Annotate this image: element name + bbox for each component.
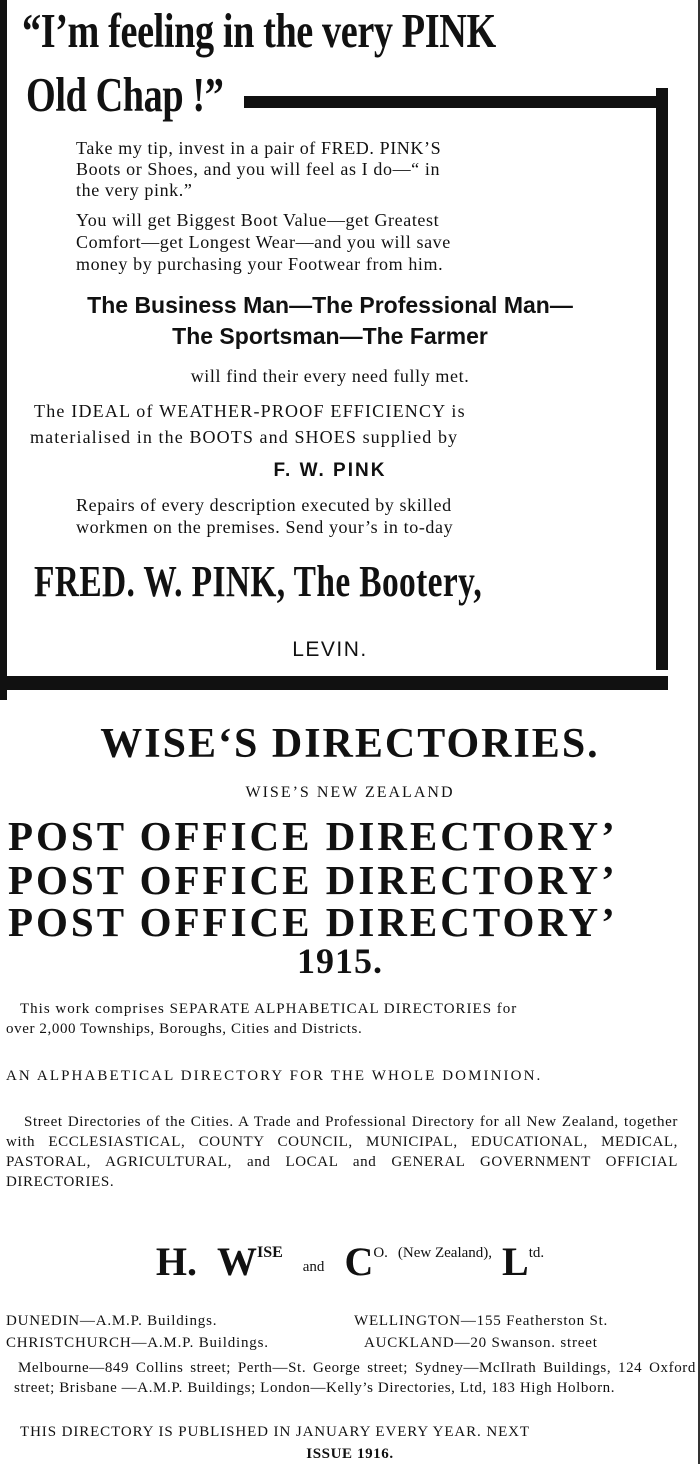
publisher-name — [0, 1238, 700, 1285]
publisher-and: and — [302, 1259, 325, 1275]
publisher-c: C — [344, 1239, 374, 1284]
post-office-directory-line: POST OFFICE DIRECTORY’ — [8, 899, 618, 945]
border-rule-top — [244, 96, 657, 108]
overseas-offices: Melbourne—849 Collins street; Perth—St. George street; Sydney—McIlrath Buildings, 124 Oxford street; Brisbane —A.M.P. Buildings; London—Kelly’s Directories, Ltd, 183 High Holborn. — [14, 1360, 696, 1396]
wise-title: WISE‘S DIRECTORIES. — [100, 721, 600, 767]
published-line-1: THIS DIRECTORY IS PUBLISHED IN JANUARY EVERY YEAR. NEXT — [20, 1424, 530, 1440]
comprises-line-2: over 2,000 Townships, Boroughs, Cities and Districts. — [6, 1021, 363, 1037]
customers-line-1: The Business Man—The Professional Man— — [87, 292, 573, 318]
publisher-ise: ISE — [256, 1244, 283, 1261]
wise-subtitle: WISE’S NEW ZEALAND — [245, 784, 455, 801]
para2-line-1: You will get Biggest Boot Value—get Greatest — [76, 210, 440, 230]
customers-line-2: The Sportsman—The Farmer — [172, 323, 488, 349]
repairs-line-2: workmen on the premises. Send your’s in to-day — [76, 517, 454, 537]
post-office-directory-line: POST OFFICE DIRECTORY’ — [8, 813, 618, 859]
para2-line-3: money by purchasing your Footwear from him. — [76, 254, 444, 274]
shop-town: LEVIN. — [292, 638, 368, 661]
publisher-h: H. — [155, 1239, 197, 1284]
para2-line-2: Comfort—get Longest Wear—and you will save — [76, 232, 451, 252]
para1-line-2: Boots or Shoes, and you will feel as I do—“ in — [76, 159, 441, 179]
publisher-l: L — [502, 1239, 529, 1284]
office-christchurch: CHRISTCHURCH—A.M.P. Buildings. — [6, 1335, 269, 1351]
para1-line-3: the very pink.” — [76, 180, 193, 200]
headline-line-1: “I’m feeling in the very PINK — [22, 3, 496, 58]
post-office-directory-line: POST OFFICE DIRECTORY’ — [8, 857, 618, 903]
directory-year: 1915. — [297, 941, 383, 981]
fw-pink-name: F. W. PINK — [273, 460, 387, 481]
left-column-rule — [0, 0, 7, 700]
publisher-w: W — [216, 1239, 257, 1284]
office-auckland: AUCKLAND—20 Swanson. street — [364, 1335, 598, 1351]
alphabetical-directory-line: AN ALPHABETICAL DIRECTORY FOR THE WHOLE DOMINION. — [6, 1068, 543, 1084]
ideal-line-1: The IDEAL of WEATHER-PROOF EFFICIENCY is — [34, 401, 466, 421]
headline-line-2: Old Chap !” — [26, 67, 224, 122]
needs-line: will find their every need fully met. — [190, 366, 470, 386]
directories-paragraph: Street Directories of the Cities. A Trade and Professional Directory for all New Zealand, together with ECCLESIASTICAL, COUNTY COUNCIL, MUNICIPAL, EDUCATIONAL, MEDICAL, PASTORAL, AGRICULTURAL, and LOCAL and GENERAL GOVERNMENT OFFICIAL DIRECTORIES. — [6, 1114, 678, 1190]
shop-name: FRED. W. PINK, The Bootery, — [34, 557, 483, 606]
para1-line-1: Take my tip, invest in a pair of FRED. PINK’S — [76, 138, 442, 158]
publisher-td: td. — [528, 1245, 545, 1261]
publisher-nz: (New Zealand), — [397, 1245, 493, 1261]
border-rule-bottom — [0, 676, 668, 690]
office-dunedin: DUNEDIN—A.M.P. Buildings. — [6, 1313, 218, 1329]
office-wellington: WELLINGTON—155 Featherston St. — [354, 1313, 609, 1329]
repairs-line-1: Repairs of every description executed by skilled — [76, 495, 452, 515]
publisher-o: O. — [373, 1245, 388, 1261]
comprises-line-1: This work comprises SEPARATE ALPHABETICAL DIRECTORIES for — [20, 1001, 518, 1017]
published-line-2: ISSUE 1916. — [306, 1446, 394, 1462]
ideal-line-2: materialised in the BOOTS and SHOES supplied by — [30, 427, 459, 447]
